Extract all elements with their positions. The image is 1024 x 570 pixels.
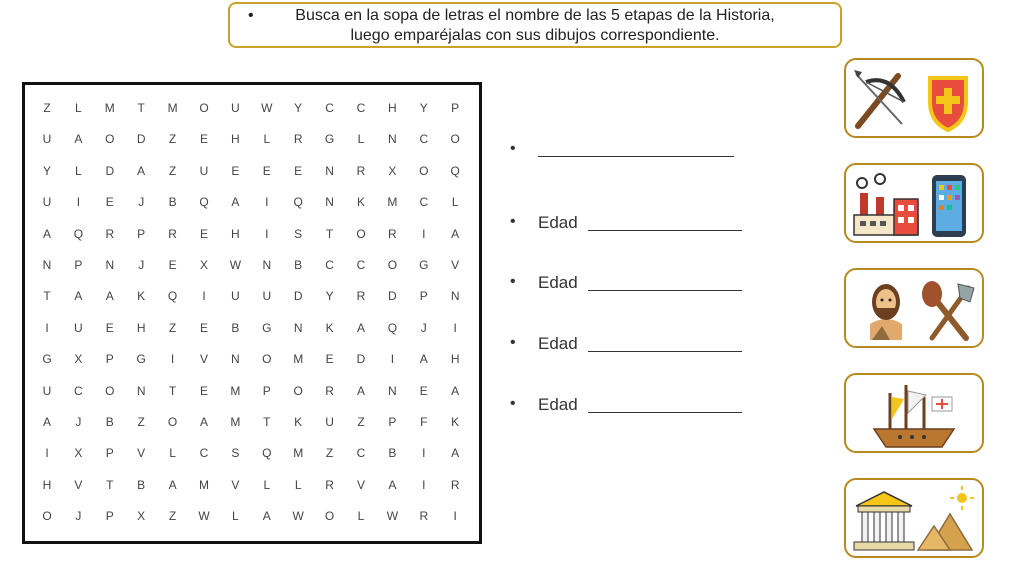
grid-letter[interactable]: B <box>388 446 397 461</box>
grid-letter[interactable]: C <box>325 258 334 272</box>
grid-letter[interactable]: E <box>105 320 114 335</box>
grid-letter[interactable]: I <box>453 509 457 524</box>
grid-letter[interactable]: L <box>263 477 271 492</box>
grid-letter[interactable]: A <box>262 509 271 524</box>
grid-letter[interactable]: P <box>74 258 83 272</box>
grid-letter[interactable]: Z <box>357 415 365 429</box>
grid-letter[interactable]: O <box>450 132 460 147</box>
grid-letter[interactable]: W <box>198 509 210 524</box>
grid-letter[interactable]: H <box>388 101 397 115</box>
grid-letter[interactable]: E <box>105 195 114 210</box>
grid-letter[interactable]: W <box>229 258 242 272</box>
grid-letter[interactable]: Z <box>168 509 177 524</box>
grid-letter[interactable]: V <box>231 477 240 492</box>
grid-letter[interactable]: E <box>325 352 334 367</box>
grid-letter[interactable]: N <box>136 383 146 398</box>
grid-letter[interactable]: T <box>137 101 145 115</box>
grid-letter[interactable]: E <box>231 163 240 178</box>
grid-letter[interactable]: R <box>168 226 177 241</box>
answer-label: Edad <box>538 213 578 232</box>
answer-bullet: • <box>510 273 516 290</box>
grid-letter[interactable]: R <box>356 289 366 304</box>
grid-letter[interactable]: R <box>105 226 115 241</box>
grid-letter[interactable]: Q <box>387 320 398 335</box>
grid-letter[interactable]: N <box>388 132 397 147</box>
grid-letter[interactable]: L <box>357 132 365 147</box>
grid-letter[interactable]: G <box>262 320 272 335</box>
grid-letter[interactable]: J <box>420 320 427 335</box>
grid-letter[interactable]: R <box>325 383 334 398</box>
pyramids-sun-icon <box>918 486 974 550</box>
grid-letter[interactable]: E <box>168 258 177 272</box>
grid-letter[interactable]: M <box>293 352 304 367</box>
grid-letter[interactable]: A <box>231 195 240 210</box>
grid-letter[interactable]: V <box>74 477 83 492</box>
grid-letter[interactable]: A <box>388 477 397 492</box>
grid-letter[interactable]: Q <box>293 195 303 210</box>
picture-card-contemporary[interactable] <box>844 163 984 243</box>
grid-letter[interactable]: O <box>324 509 335 524</box>
grid-letter[interactable]: U <box>325 415 334 429</box>
stone-club-axe-icon <box>922 281 974 338</box>
grid-letter[interactable]: A <box>419 352 428 367</box>
grid-letter[interactable]: A <box>451 446 460 461</box>
grid-letter[interactable]: V <box>356 477 365 492</box>
grid-letter[interactable]: A <box>356 383 365 398</box>
grid-letter[interactable]: P <box>137 226 146 241</box>
grid-letter[interactable]: Z <box>168 320 177 335</box>
grid-letter[interactable]: O <box>199 101 209 115</box>
grid-letter[interactable]: Q <box>73 226 84 241</box>
grid-letter[interactable]: X <box>74 352 83 367</box>
grid-letter[interactable]: E <box>199 320 208 335</box>
shield-icon <box>930 78 966 130</box>
grid-letter[interactable]: Q <box>262 446 272 461</box>
grid-letter[interactable]: C <box>356 101 366 115</box>
grid-letter[interactable]: T <box>263 415 271 429</box>
picture-card-modern[interactable] <box>844 373 984 453</box>
grid-letter[interactable]: P <box>105 352 114 367</box>
grid-letter[interactable]: B <box>294 258 303 272</box>
answer-bullet: • <box>510 395 516 412</box>
grid-letter[interactable]: T <box>168 383 177 398</box>
grid-letter[interactable]: U <box>42 383 52 398</box>
grid-letter[interactable]: H <box>231 226 240 241</box>
grid-letter[interactable]: M <box>230 415 241 429</box>
grid-letter[interactable]: I <box>265 195 269 210</box>
grid-letter[interactable]: S <box>294 226 303 241</box>
grid-letter[interactable]: I <box>265 226 269 241</box>
grid-letter[interactable]: C <box>325 101 334 115</box>
grid-letter[interactable]: X <box>137 509 146 524</box>
grid-letter[interactable]: Q <box>199 195 209 210</box>
grid-letter[interactable]: R <box>356 163 366 178</box>
answer-bullet: • <box>510 140 516 157</box>
answer-blank-line[interactable] <box>588 351 742 352</box>
grid-letter[interactable]: N <box>325 163 334 178</box>
answer-bullet: • <box>510 334 516 351</box>
grid-letter[interactable]: A <box>168 477 177 492</box>
grid-letter[interactable]: U <box>262 289 272 304</box>
grid-letter[interactable]: J <box>75 415 82 429</box>
grid-letter[interactable]: J <box>138 258 145 272</box>
grid-letter[interactable]: C <box>199 446 209 461</box>
grid-letter[interactable]: Y <box>325 289 334 304</box>
grid-letter[interactable]: P <box>262 383 271 398</box>
grid-letter[interactable]: C <box>419 132 429 147</box>
grid-letter[interactable]: I <box>76 195 81 210</box>
grid-letter[interactable]: M <box>104 101 115 115</box>
grid-letter[interactable]: S <box>231 446 240 461</box>
grid-letter[interactable]: U <box>199 163 209 178</box>
instructions-line-1: Busca en la sopa de letras el nombre de las 5 etapas de la Historia, <box>295 7 775 24</box>
answer-blank-line[interactable] <box>588 290 742 291</box>
grid-letter[interactable]: D <box>293 289 303 304</box>
grid-letter[interactable]: I <box>45 446 49 461</box>
grid-letter[interactable]: B <box>105 415 114 429</box>
grid-letter[interactable]: H <box>42 477 52 492</box>
grid-letter[interactable]: N <box>42 258 52 272</box>
grid-letter[interactable]: A <box>42 226 51 241</box>
grid-letter[interactable]: E <box>199 226 208 241</box>
grid-letter[interactable]: E <box>262 163 271 178</box>
grid-letter[interactable]: Y <box>294 101 303 115</box>
grid-letter[interactable]: M <box>387 195 398 210</box>
grid-letter[interactable]: C <box>419 195 429 210</box>
grid-letter[interactable]: N <box>388 383 397 398</box>
grid-letter[interactable]: Q <box>450 163 460 178</box>
answer-label: Edad <box>538 273 578 292</box>
grid-letter[interactable]: A <box>105 289 114 304</box>
grid-letter[interactable]: D <box>356 352 366 367</box>
grid-letter[interactable]: J <box>138 195 145 210</box>
answer-label: Edad <box>538 395 578 414</box>
grid-letter[interactable]: U <box>42 195 52 210</box>
grid-letter[interactable]: N <box>105 258 115 272</box>
instructions-bullet: • <box>248 7 254 24</box>
grid-letter[interactable]: W <box>261 101 273 115</box>
grid-letter[interactable]: I <box>422 477 426 492</box>
grid-letter[interactable]: T <box>43 289 51 304</box>
grid-letter[interactable]: A <box>74 132 83 147</box>
grid-letter[interactable]: D <box>388 289 397 304</box>
answer-bullet: • <box>510 213 516 230</box>
grid-letter[interactable]: K <box>451 415 460 429</box>
grid-letter[interactable]: A <box>451 226 460 241</box>
grid-letter[interactable]: K <box>325 320 334 335</box>
grid-letter[interactable]: X <box>388 163 397 178</box>
grid-letter[interactable]: Z <box>168 163 177 178</box>
grid-letter[interactable]: K <box>137 289 146 304</box>
grid-letter[interactable]: E <box>199 383 208 398</box>
grid-letter[interactable]: O <box>387 258 398 272</box>
grid-letter[interactable]: G <box>136 352 146 367</box>
grid-letter[interactable]: P <box>105 509 114 524</box>
grid-letter[interactable]: O <box>167 415 178 429</box>
grid-letter[interactable]: O <box>105 132 115 147</box>
grid-letter[interactable]: U <box>231 289 240 304</box>
grid-letter[interactable]: I <box>422 446 426 461</box>
grid-letter[interactable]: B <box>168 195 177 210</box>
grid-letter[interactable]: I <box>390 352 395 367</box>
greek-temple-icon <box>854 492 914 550</box>
grid-letter[interactable]: N <box>231 352 240 367</box>
grid-letter[interactable]: Z <box>325 446 334 461</box>
grid-letter[interactable]: L <box>263 132 271 147</box>
grid-letter[interactable]: R <box>419 509 429 524</box>
grid-letter[interactable]: V <box>137 446 146 461</box>
picture-card-ancient[interactable] <box>844 478 984 558</box>
grid-letter[interactable]: O <box>262 352 272 367</box>
grid-letter[interactable]: U <box>42 132 52 147</box>
grid-letter[interactable]: C <box>356 446 366 461</box>
grid-letter[interactable]: Z <box>168 132 177 147</box>
grid-letter[interactable]: P <box>451 101 460 115</box>
grid-letter[interactable]: L <box>75 163 82 178</box>
grid-letter[interactable]: M <box>230 383 241 398</box>
grid-letter[interactable]: L <box>357 509 365 524</box>
grid-letter[interactable]: E <box>419 383 428 398</box>
grid-letter[interactable]: L <box>294 477 302 492</box>
grid-letter[interactable]: O <box>293 383 303 398</box>
picture-card-medieval[interactable] <box>844 58 984 138</box>
caravel-ship-icon <box>874 385 954 447</box>
grid-letter[interactable]: L <box>75 101 82 115</box>
grid-letter[interactable]: A <box>42 415 51 429</box>
grid-letter[interactable]: O <box>419 163 429 178</box>
grid-letter[interactable]: N <box>325 195 334 210</box>
grid-letter[interactable]: A <box>451 383 460 398</box>
grid-letter[interactable]: G <box>324 132 335 147</box>
grid-letter[interactable]: A <box>74 289 83 304</box>
grid-letter[interactable]: I <box>453 320 457 335</box>
answer-blank-line[interactable] <box>538 156 734 157</box>
grid-letter[interactable]: T <box>106 477 114 492</box>
grid-letter[interactable]: R <box>325 477 334 492</box>
grid-letter[interactable]: V <box>199 352 208 367</box>
grid-letter[interactable]: G <box>42 352 52 367</box>
grid-letter[interactable]: I <box>45 320 49 335</box>
factory-icon <box>854 174 918 235</box>
grid-letter[interactable]: G <box>419 258 429 272</box>
grid-letter[interactable]: I <box>422 226 426 241</box>
grid-letter[interactable]: Z <box>43 101 51 115</box>
grid-letter[interactable]: T <box>325 226 334 241</box>
grid-letter[interactable]: K <box>294 415 303 429</box>
grid-letter[interactable]: R <box>293 132 303 147</box>
grid-letter[interactable]: M <box>293 446 304 461</box>
grid-letter[interactable]: Y <box>42 163 51 178</box>
smartphone-icon <box>932 175 966 237</box>
grid-letter[interactable]: J <box>75 509 82 524</box>
caveman-icon <box>870 284 902 340</box>
instructions-box <box>228 2 842 48</box>
instructions-line-2: luego emparéjalas con sus dibujos correspondiente. <box>350 27 720 44</box>
grid-letter[interactable]: I <box>202 289 206 304</box>
grid-letter[interactable]: R <box>450 477 460 492</box>
grid-letter[interactable]: H <box>136 320 146 335</box>
grid-letter[interactable]: X <box>199 258 208 272</box>
grid-letter[interactable]: Q <box>167 289 178 304</box>
grid-letter[interactable]: H <box>450 352 460 367</box>
grid-letter[interactable]: A <box>199 415 208 429</box>
grid-letter[interactable]: M <box>199 477 209 492</box>
grid-letter[interactable]: R <box>388 226 397 241</box>
grid-letter[interactable]: O <box>42 509 52 524</box>
grid-letter[interactable]: Y <box>419 101 428 115</box>
grid-letter[interactable]: V <box>451 258 460 272</box>
grid-letter[interactable]: C <box>74 383 83 398</box>
grid-letter[interactable]: D <box>105 163 115 178</box>
grid-letter[interactable]: P <box>105 446 114 461</box>
answer-blank-line[interactable] <box>588 412 742 413</box>
answer-label: Edad <box>538 334 578 353</box>
grid-letter[interactable]: L <box>232 509 239 524</box>
grid-letter[interactable]: U <box>231 101 240 115</box>
grid-letter[interactable]: K <box>356 195 365 210</box>
grid-letter[interactable]: X <box>74 446 83 461</box>
grid-letter[interactable]: I <box>170 352 175 367</box>
grid-letter[interactable]: P <box>419 289 428 304</box>
grid-letter[interactable]: O <box>105 383 115 398</box>
answer-blank-line[interactable] <box>588 230 742 231</box>
grid-letter[interactable]: E <box>199 132 208 147</box>
grid-letter[interactable]: W <box>386 509 399 524</box>
grid-letter[interactable]: W <box>292 509 304 524</box>
grid-letter[interactable]: N <box>293 320 303 335</box>
grid-letter[interactable]: O <box>356 226 366 241</box>
word-search-grid <box>22 82 482 544</box>
grid-letter[interactable]: M <box>167 101 178 115</box>
grid-letter[interactable]: P <box>388 415 397 429</box>
grid-letter[interactable]: L <box>169 446 176 461</box>
grid-letter[interactable]: L <box>451 195 459 210</box>
grid-letter[interactable]: N <box>262 258 272 272</box>
grid-letter[interactable]: D <box>136 132 146 147</box>
grid-letter[interactable]: N <box>450 289 460 304</box>
grid-letter[interactable]: E <box>294 163 303 178</box>
grid-letter[interactable]: F <box>420 415 428 429</box>
grid-letter[interactable]: B <box>137 477 146 492</box>
grid-letter[interactable]: B <box>231 320 240 335</box>
crossbow-icon <box>854 70 904 126</box>
grid-letter[interactable]: C <box>356 258 366 272</box>
grid-letter[interactable]: Z <box>137 415 145 429</box>
grid-letter[interactable]: A <box>137 163 146 178</box>
grid-letter[interactable]: A <box>356 320 365 335</box>
grid-letter[interactable]: H <box>231 132 240 147</box>
grid-letter[interactable]: U <box>74 320 83 335</box>
picture-card-prehistory[interactable] <box>844 268 984 348</box>
